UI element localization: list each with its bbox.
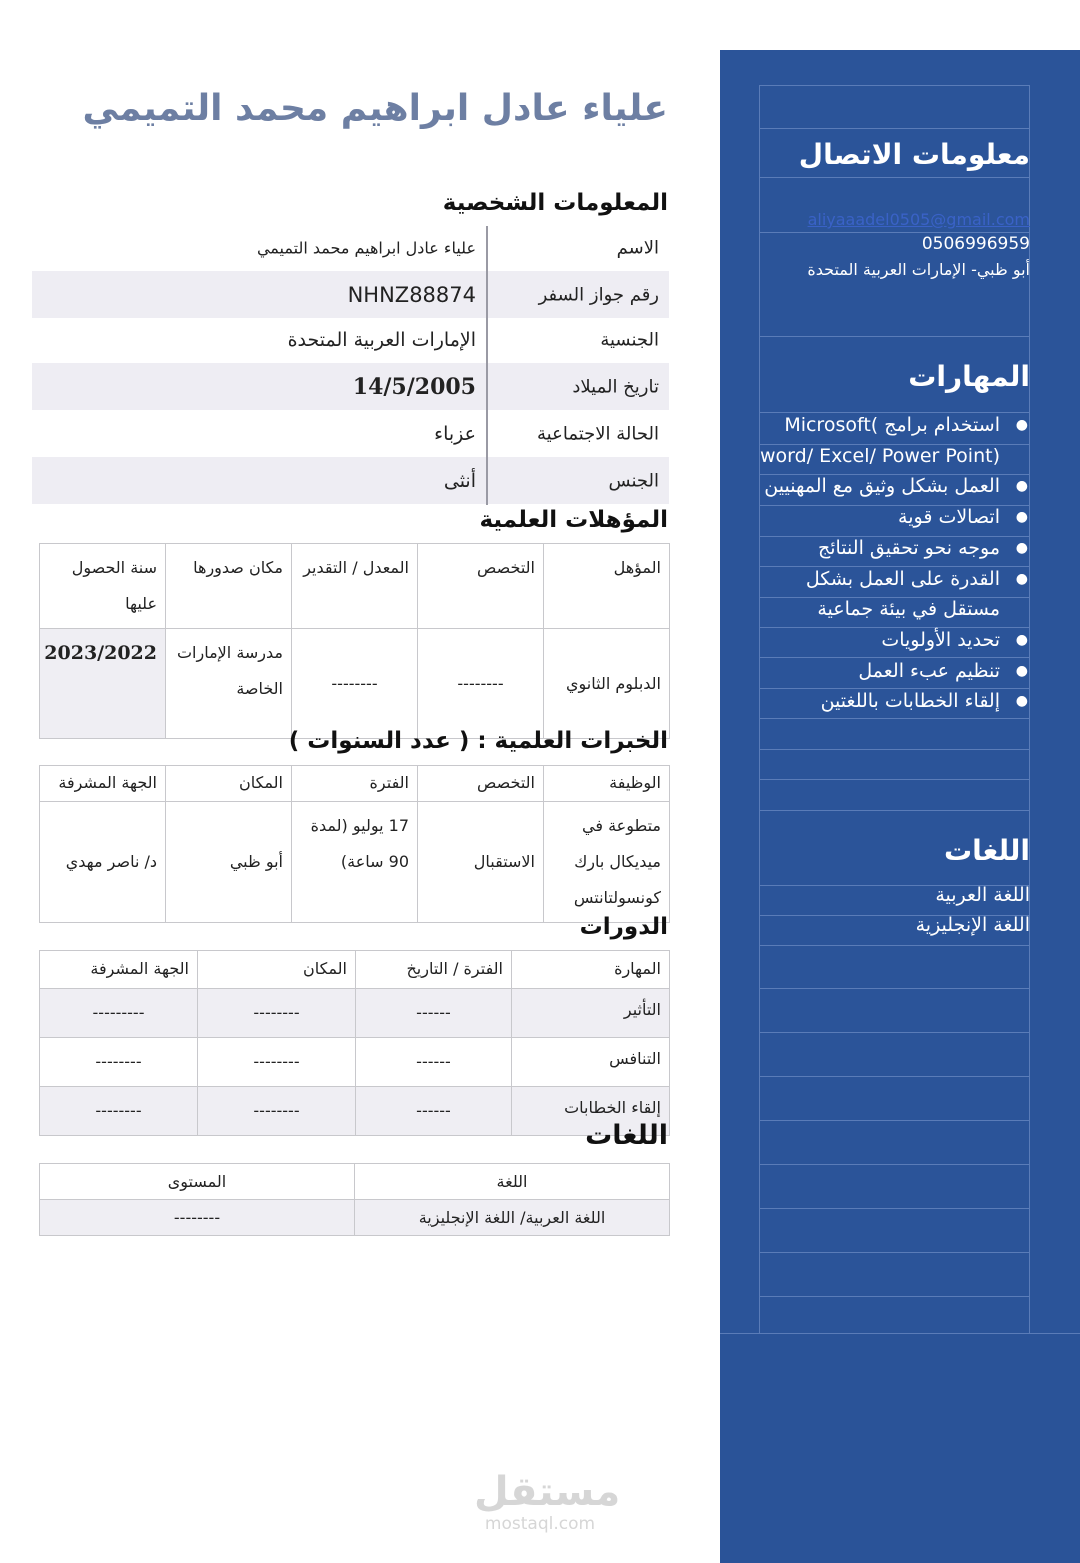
skills-list xyxy=(760,410,1030,717)
language-item: اللغة العربية xyxy=(935,884,1030,906)
sidebar-grid-line xyxy=(760,128,1030,129)
personal-info-row xyxy=(32,363,669,410)
sidebar xyxy=(720,50,1080,1562)
page-title: علياء عادل ابراهيم محمد التميمي xyxy=(82,88,668,129)
table-header: الجهة المشرفة xyxy=(40,951,198,989)
table-header: المعدل / التقدير xyxy=(292,544,418,629)
personal-info-row xyxy=(32,271,669,318)
bullet-icon: ● xyxy=(1015,478,1028,495)
table-cell: --------- xyxy=(40,989,198,1038)
field-value: الإمارات العربية المتحدة xyxy=(287,328,476,351)
email-link[interactable]: aliyaaadel0505@gmail.com xyxy=(807,210,1030,229)
table-header: التخصص xyxy=(418,544,544,629)
skill-item: ● اتصالات قوية xyxy=(760,502,1030,533)
table-cell: مدرسة الإمارات الخاصة xyxy=(166,629,292,739)
sidebar-grid-line xyxy=(760,177,1030,178)
table-cell: الدبلوم الثانوي xyxy=(544,629,670,739)
table-cell: أبو ظبي xyxy=(166,802,292,923)
bullet-icon: ● xyxy=(1015,693,1028,710)
table-cell: -------- xyxy=(292,629,418,739)
field-label: الحالة الاجتماعية xyxy=(537,423,659,444)
table-cell: الاستقبال xyxy=(418,802,544,923)
skill-item: ● العمل بشكل وثيق مع المهنيين xyxy=(760,471,1030,502)
skill-item: ● تنظيم عبء العمل xyxy=(760,656,1030,687)
bullet-icon: ● xyxy=(1015,509,1028,526)
table-cell: -------- xyxy=(198,989,356,1038)
table-header: التخصص xyxy=(418,766,544,802)
sidebar-grid-line xyxy=(760,1164,1030,1165)
personal-info-row xyxy=(32,410,669,457)
table-cell: التنافس xyxy=(512,1038,670,1087)
sidebar-grid-line xyxy=(760,232,1030,233)
courses-table xyxy=(39,950,670,1136)
personal-info-row xyxy=(32,316,669,363)
language-item: اللغة الإنجليزية xyxy=(915,914,1030,936)
skill-item: ● تحديد الأولويات xyxy=(760,625,1030,656)
sidebar-grid-line xyxy=(760,1120,1030,1121)
field-label: الجنسية xyxy=(600,329,659,350)
table-cell: ------ xyxy=(356,1087,512,1136)
field-label: الجنس xyxy=(608,470,659,491)
sidebar-bottom-band xyxy=(720,1333,1080,1563)
table-header: مكان صدورها xyxy=(166,544,292,629)
table-header: اللغة xyxy=(355,1164,670,1200)
table-cell: ------ xyxy=(356,1038,512,1087)
table-header: المكان xyxy=(166,766,292,802)
personal-info-title: المعلومات الشخصية xyxy=(442,190,668,216)
personal-info-row xyxy=(32,224,669,271)
table-cell: اللغة العربية/ اللغة الإنجليزية xyxy=(355,1200,670,1236)
field-value: علياء عادل ابراهيم محمد التميمي xyxy=(256,238,476,257)
skill-item: ● إلقاء الخطابات باللغتين xyxy=(760,686,1030,717)
bullet-icon: ● xyxy=(1015,417,1028,433)
table-cell: ------ xyxy=(356,989,512,1038)
skill-item: ● استخدام برامج Microsoft( word/ Excel/ Power Point) xyxy=(760,410,1030,471)
sidebar-grid-line xyxy=(760,1208,1030,1209)
skill-item: ● موجه نحو تحقيق النتائج xyxy=(760,533,1030,564)
sidebar-grid-line xyxy=(760,810,1030,811)
table-cell: د/ ناصر مهدي xyxy=(40,802,166,923)
qualifications-title: المؤهلات العلمية xyxy=(479,507,668,533)
qualifications-table xyxy=(39,543,670,739)
table-cell: -------- xyxy=(40,1087,198,1136)
skills-title: المهارات xyxy=(908,360,1030,393)
sidebar-grid-line xyxy=(760,1296,1030,1297)
field-value: أنثى xyxy=(443,469,476,492)
languages-sidebar-title: اللغات xyxy=(944,834,1030,867)
table-cell: -------- xyxy=(418,629,544,739)
table-cell: -------- xyxy=(198,1087,356,1136)
personal-info-row xyxy=(32,457,669,504)
table-header: المؤهل xyxy=(544,544,670,629)
courses-title: الدورات xyxy=(579,914,668,940)
sidebar-grid-line xyxy=(760,1252,1030,1253)
table-cell: 2023/2022 xyxy=(40,629,166,739)
field-value: NHNZ88874 xyxy=(347,282,476,307)
table-cell: إلقاء الخطابات xyxy=(512,1087,670,1136)
table-cell: -------- xyxy=(40,1038,198,1087)
table-cell: التأثير xyxy=(512,989,670,1038)
field-value: عزباء xyxy=(434,422,476,445)
table-cell: متطوعة في ميديكال بارك كونسولتانتس xyxy=(544,802,670,923)
sidebar-grid-line xyxy=(760,1076,1030,1077)
sidebar-grid-line xyxy=(760,945,1030,946)
table-header: الفترة / التاريخ xyxy=(356,951,512,989)
phone-number: 0506996959 xyxy=(921,234,1030,254)
experience-title: الخبرات العلمية : ( عدد السنوات ) xyxy=(288,728,668,754)
table-cell: -------- xyxy=(40,1200,355,1236)
skill-item: ● القدرة على العمل بشكل مستقل في بيئة جماعية xyxy=(760,564,1030,625)
bullet-icon: ● xyxy=(1015,631,1028,648)
column-divider xyxy=(486,226,488,505)
sidebar-grid-line xyxy=(760,749,1030,750)
watermark-logo: مستقل xyxy=(474,1469,621,1515)
bullet-icon: ● xyxy=(1015,539,1028,556)
table-header: سنة الحصول عليها xyxy=(40,544,166,629)
sidebar-grid-line xyxy=(760,336,1030,337)
table-cell: 17 يوليو (لمدة 90 ساعة) xyxy=(292,802,418,923)
table-header: المكان xyxy=(198,951,356,989)
table-header: المهارة xyxy=(512,951,670,989)
watermark-url: mostaql.com xyxy=(484,1514,596,1534)
bullet-icon: ● xyxy=(1015,570,1028,587)
bullet-icon: ● xyxy=(1015,662,1028,679)
table-header: الوظيفة xyxy=(544,766,670,802)
sidebar-grid-line xyxy=(760,85,1030,86)
languages-title: اللغات xyxy=(585,1120,668,1151)
table-cell: -------- xyxy=(198,1038,356,1087)
table-header: الجهة المشرفة xyxy=(40,766,166,802)
field-label: الاسم xyxy=(616,237,659,258)
sidebar-grid-line xyxy=(760,779,1030,780)
contact-title: معلومات الاتصال xyxy=(798,138,1030,171)
field-value: 14/5/2005 xyxy=(352,373,476,400)
field-label: رقم جواز السفر xyxy=(538,284,659,305)
table-header: الفترة xyxy=(292,766,418,802)
experience-table xyxy=(39,765,670,923)
sidebar-grid-line xyxy=(760,988,1030,989)
table-header: المستوى xyxy=(40,1164,355,1200)
watermark xyxy=(474,1469,621,1534)
field-label: تاريخ الميلاد xyxy=(572,376,659,397)
languages-table xyxy=(39,1163,670,1236)
sidebar-grid-line xyxy=(760,1032,1030,1033)
address: أبو ظبي- الإمارات العربية المتحدة xyxy=(807,260,1030,279)
sidebar-grid-line xyxy=(760,718,1030,719)
